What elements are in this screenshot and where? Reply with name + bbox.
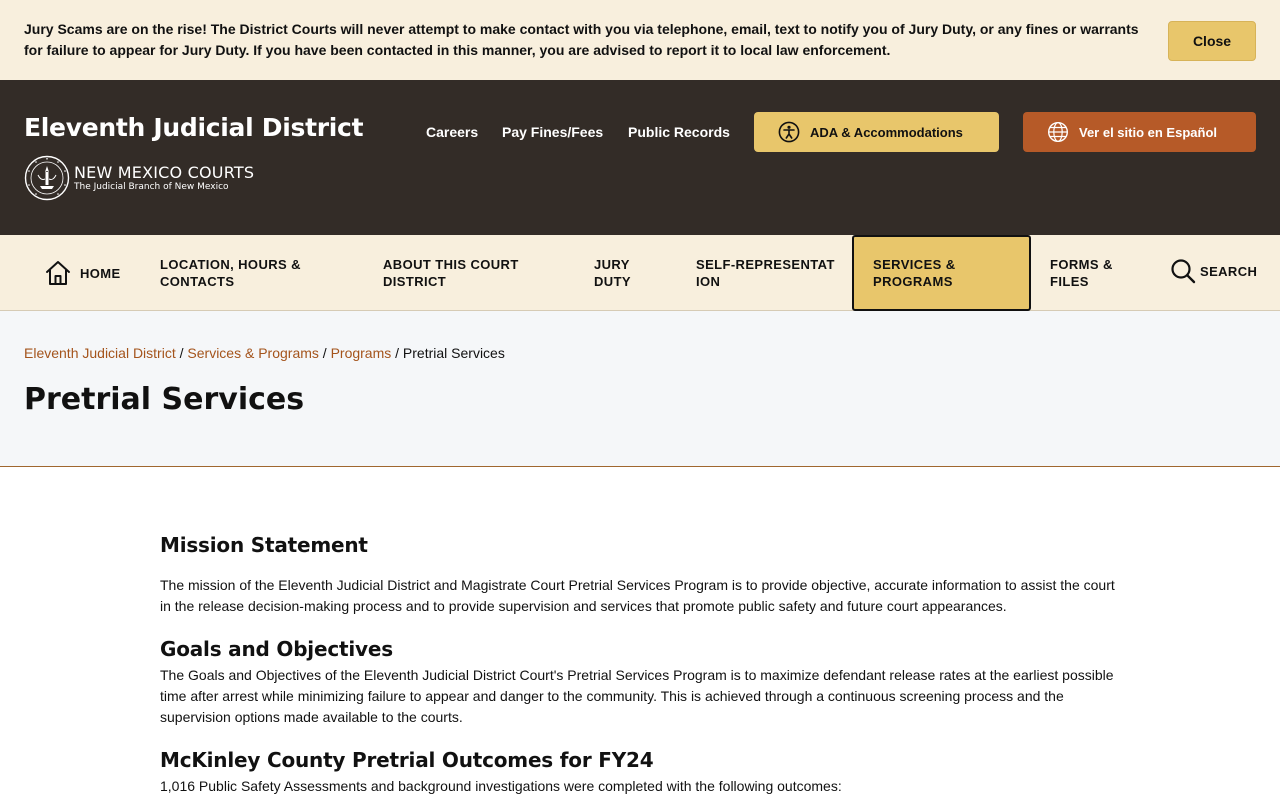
outcomes-heading: McKinley County Pretrial Outcomes for FY24 — [160, 748, 654, 772]
jury-scam-alert — [0, 0, 1280, 80]
page-title: Pretrial Services — [24, 382, 305, 417]
breadcrumb-current: Pretrial Services — [402, 345, 505, 361]
logo-main-text: NEW MEXICO COURTS — [74, 162, 255, 182]
nav-services-programs[interactable] — [852, 235, 1031, 311]
nav-services-label: SERVICES & PROGRAMS — [873, 257, 956, 289]
nm-courts-logo[interactable] — [24, 154, 254, 202]
goals-heading: Goals and Objectives — [160, 637, 393, 661]
breadcrumb-link-programs[interactable]: Programs — [330, 345, 392, 361]
site-title[interactable]: Eleventh Judicial District — [24, 113, 364, 142]
nav-self-representation[interactable] — [696, 235, 836, 311]
breadcrumb-separator: / — [395, 345, 403, 361]
site-header — [0, 80, 1280, 235]
nav-self-rep-label: SELF-REPRESENTATION — [696, 257, 835, 289]
careers-link[interactable]: Careers — [426, 124, 479, 140]
outcomes-paragraph: 1,016 Public Safety Assessments and background investigations were completed with the following outcomes: — [160, 778, 842, 794]
logo-subtitle: The Judicial Branch of New Mexico — [74, 181, 229, 192]
mission-paragraph: The mission of the Eleventh Judicial District and Magistrate Court Pretrial Services Program is to provide objective, accurate information to assist the court in the release decision-making process and to provide supervision and services that promote public safety and future court appearances. — [160, 577, 1115, 614]
breadcrumb-separator: / — [179, 345, 188, 361]
breadcrumb-separator: / — [322, 345, 331, 361]
close-alert-button[interactable]: Close — [1168, 21, 1256, 61]
nav-location-hours-contacts[interactable] — [160, 235, 350, 311]
nav-about-court-district[interactable] — [383, 235, 558, 311]
goals-paragraph: The Goals and Objectives of the Eleventh Judicial District Court's Pretrial Services Program is to maximize defendant release rates at the earliest possible time after arrest while minimizing failure to appear and danger to the community. This is achieved through a continuous screening process and the supervision options made available to the courts. — [160, 667, 1114, 725]
nav-jury-label: JURY DUTY — [594, 257, 631, 289]
ada-accommodations-button[interactable] — [754, 112, 999, 152]
page-heading-area — [0, 311, 1280, 467]
nav-search-label: SEARCH — [1200, 263, 1258, 279]
nav-location-label: LOCATION, HOURS & CONTACTS — [160, 257, 301, 289]
nav-forms-files[interactable] — [1050, 235, 1140, 311]
nav-home-label: HOME — [80, 265, 121, 281]
breadcrumb-link-services[interactable]: Services & Programs — [187, 345, 319, 361]
court-seal-icon — [24, 155, 70, 201]
home-icon — [44, 259, 72, 287]
pay-fines-link[interactable]: Pay Fines/Fees — [502, 124, 604, 140]
ada-button-label: ADA & Accommodations — [810, 124, 963, 140]
logo-text — [74, 164, 254, 193]
nav-search[interactable] — [1170, 233, 1257, 309]
nav-home[interactable] — [44, 235, 121, 311]
main-navigation — [0, 235, 1280, 311]
accessibility-icon — [778, 121, 800, 143]
public-records-link[interactable]: Public Records — [628, 124, 730, 140]
mission-heading: Mission Statement — [160, 533, 368, 557]
nav-forms-label: FORMS & FILES — [1050, 257, 1113, 289]
spanish-button-label: Ver el sitio en Español — [1079, 124, 1217, 140]
breadcrumb-link-home[interactable]: Eleventh Judicial District — [24, 345, 176, 361]
search-icon — [1170, 258, 1196, 284]
alert-message: Jury Scams are on the rise! The District Courts will never attempt to make contact with you via telephone, email, text to notify you of Jury Duty, or any fines or warrants for failure to appear for Jury Duty. If you have been contacted in this manner, you are advised to report it to local law enforcement. — [24, 21, 1139, 58]
globe-icon — [1047, 121, 1069, 143]
breadcrumb — [24, 345, 505, 361]
spanish-site-button[interactable] — [1023, 112, 1256, 152]
nav-about-label: ABOUT THIS COURT DISTRICT — [383, 257, 519, 289]
nav-jury-duty[interactable] — [594, 235, 654, 311]
